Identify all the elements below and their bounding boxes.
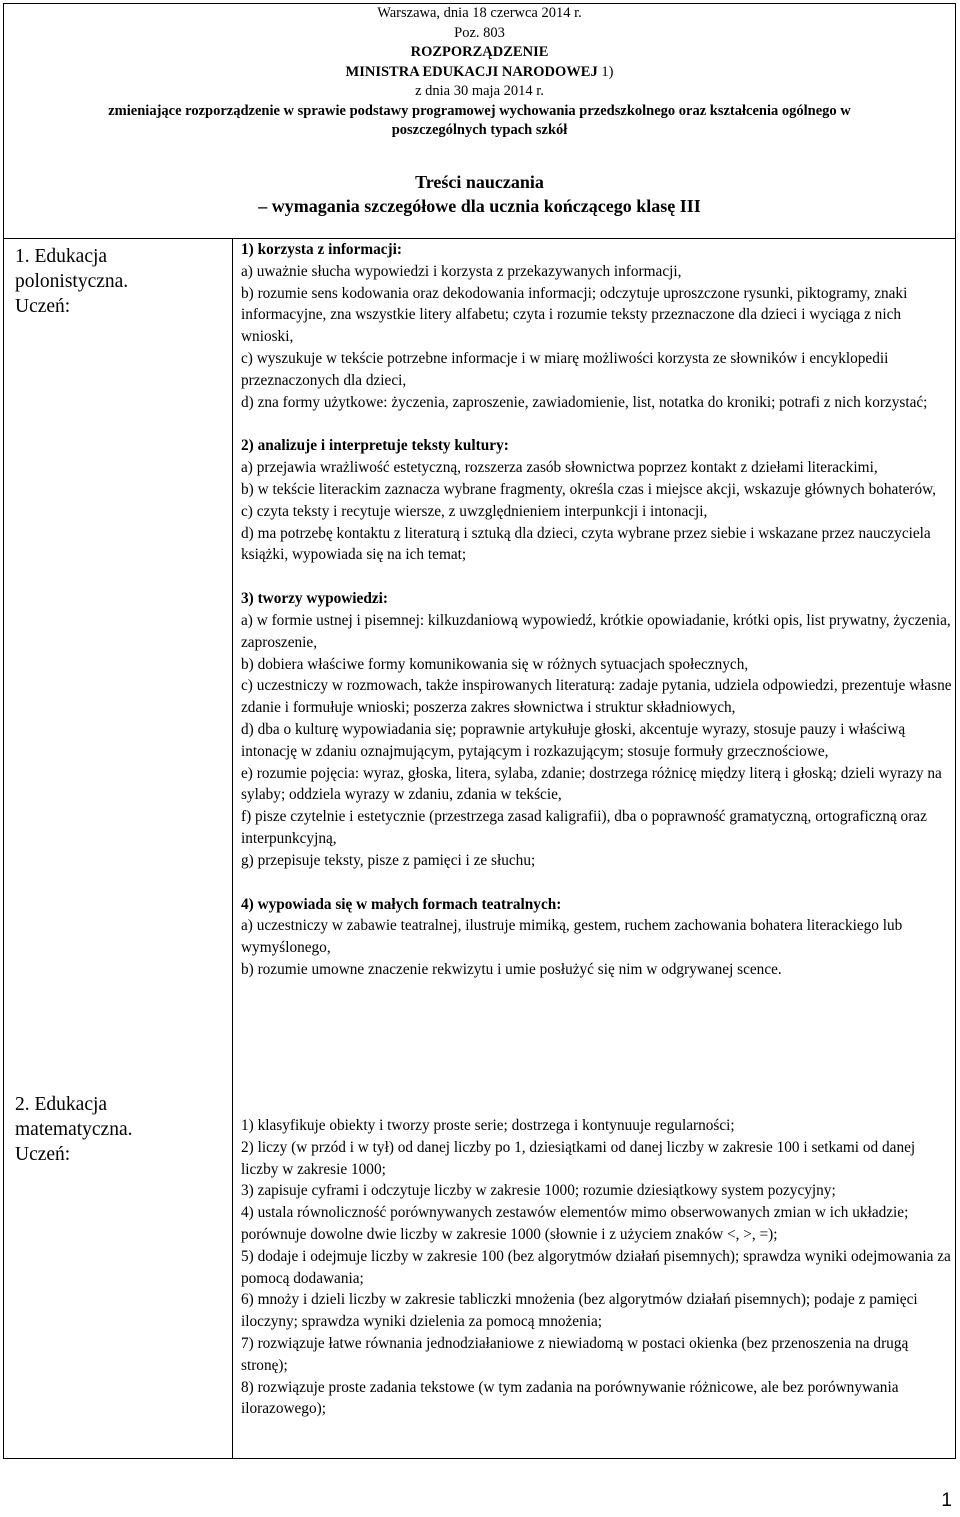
- list-item: c) czyta teksty i recytuje wiersze, z uwzględnieniem interpunkcji i intonacji,: [241, 502, 708, 520]
- list-item: a) przejawia wrażliwość estetyczną, rozszerza zasób słownictwa poprzez kontakt z dziełami literackimi,: [241, 459, 878, 477]
- ministry-name: MINISTRA EDUKACJI NARODOWEJ: [345, 63, 598, 80]
- section-title: [4, 170, 955, 218]
- list-item: 2) liczy (w przód i w tył) od danej liczby po 1, dziesiątkami od danej liczby w zakresie 100 i setkami od danej liczby w zakresie 1000;: [241, 1138, 916, 1178]
- list-item: g) przepisuje teksty, pisze z pamięci i ze słuchu;: [241, 851, 536, 869]
- label-line: Uczeń:: [15, 1144, 71, 1165]
- requirement-block: [241, 894, 953, 981]
- polish-education-content: [241, 239, 953, 1003]
- list-item: a) w formie ustnej i pisemnej: kilkuzdaniową wypowiedź, krótkie opowiadanie, krótki opis, list prywatny, życzenia, zaproszenie,: [241, 611, 951, 651]
- list-item: b) w tekście literackim zaznacza wybrane fragmenty, określa czas i miejsce akcji, wskazuje głównych bohaterów,: [241, 480, 936, 498]
- list-item: 1) klasyfikuje obiekty i tworzy proste serie; dostrzega i kontynuuje regularności;: [241, 1117, 735, 1134]
- list-item: 5) dodaje i odejmuje liczby w zakresie 100 (bez algorytmów działań pisemnych); sprawdza wyniki odejmowania za pomocą dodawania;: [241, 1247, 951, 1287]
- list-item: d) zna formy użytkowe: życzenia, zaproszenie, zawiadomienie, list, notatka do kroniki; potrafi z nich korzystać;: [241, 393, 928, 411]
- list-item: 3) zapisuje cyframi i odczytuje liczby w zakresie 1000; rozumie dziesiątkowy system pozycyjny;: [241, 1182, 836, 1200]
- ministry-line: [4, 63, 955, 83]
- list-item: b) dobiera właściwe formy komunikowania się w różnych sytuacjach społecznych,: [241, 655, 749, 673]
- label-line: matematyczna.: [15, 1119, 133, 1140]
- position-number: Poz. 803: [454, 24, 505, 41]
- document-type: ROZPORZĄDZENIE: [410, 44, 549, 60]
- list-item: 7) rozwiązuje łatwe równania jednodziałaniowe z niewiadomą w postaci okienka (bez przenoszenia na drugą stronę);: [241, 1334, 909, 1374]
- list-item: b) rozumie umowne znaczenie rekwizytu i umie posłużyć się nim w odgrywanej scence.: [241, 960, 782, 978]
- polish-education-label: [15, 244, 225, 319]
- list-item: f) pisze czytelnie i estetycznie (przestrzega zasad kaligrafii), dba o poprawność gramatyczną, ortograficzną oraz interpunkcyjną,: [241, 808, 927, 847]
- label-line: Uczeń:: [15, 296, 71, 317]
- label-line: 1. Edukacja: [15, 246, 108, 267]
- list-item: d) dba o kulturę wypowiadania się; poprawnie artykułuje głoski, akcentuje wyrazy, stosuje pauzy i właściwą intonację w zdaniu oznajmującym, pytającym i rozkazującym; stosuje formuły grzecznościowe,: [241, 720, 906, 760]
- list-item: e) rozumie pojęcia: wyraz, głoska, litera, sylaba, zdanie; dostrzega różnicę między literą i głoską; dzieli wyrazy na sylaby; oddziela wyrazy w zdaniu, zdania w tekście,: [241, 764, 942, 804]
- label-line: polonistyczna.: [15, 271, 129, 292]
- list-item: c) wyszukuje w tekście potrzebne informacje i w miarę możliwości korzysta ze słowników i encyklopedii przeznaczonych dla dzieci,: [241, 349, 889, 389]
- block-heading: 1) korzysta z informacji:: [241, 241, 402, 258]
- list-item: b) rozumie sens kodowania oraz dekodowania informacji; odczytuje uproszczone rysunki, piktogramy, znaki informacyjne, zna wszystkie litery alfabetu; czyta i rozumie teksty przeznaczone dla dzieci i wyciąga z nich wnioski,: [241, 284, 908, 346]
- subject-line-2: poszczególnych typach szkół: [391, 122, 568, 138]
- column-divider: [232, 239, 233, 1458]
- block-heading: 4) wypowiada się w małych formach teatralnych:: [241, 895, 562, 913]
- label-line: 2. Edukacja: [15, 1094, 108, 1115]
- math-education-content: [241, 1115, 953, 1420]
- section-title-line-1: Treści nauczania: [415, 172, 544, 192]
- date-line: Warszawa, dnia 18 czerwca 2014 r.: [377, 5, 582, 21]
- list-item: 4) ustala równoliczność porównywanych zestawów elementów mimo obserwowanych zmian w ich układzie; porównuje dowolne dwie liczby w zakresie 1000 (słownie i z użyciem znaków <, >, =);: [241, 1204, 909, 1243]
- list-item: c) uczestniczy w rozmowach, także inspirowanych literaturą: zadaje pytania, udziela odpowiedzi, prezentuje własne zdanie i formułuje wnioski; poszerza zakres słownictwa i struktur składniowych,: [241, 677, 952, 717]
- list-item: d) ma potrzebę kontaktu z literaturą i sztuką dla dzieci, czyta wybrane przez siebie i wskazane przez nauczyciela książki, wypowiada się na ich temat;: [241, 524, 931, 564]
- list-item: a) uczestniczy w zabawie teatralnej, ilustruje mimiką, gestem, ruchem zachowania bohatera literackiego lub wymyślonego,: [241, 917, 903, 957]
- block-heading: 2) analizuje i interpretuje teksty kultury:: [241, 437, 509, 455]
- page-number: 1: [941, 1490, 952, 1511]
- document-table: [3, 3, 956, 1459]
- list-item: 6) mnoży i dzieli liczby w zakresie tabliczki mnożenia (bez algorytmów działań pisemnych); podaje z pamięci iloczyny; sprawdza wyniki dzielenia za pomocą mnożenia;: [241, 1291, 918, 1331]
- requirement-block: [241, 435, 953, 566]
- ministry-footnote-ref: 1): [601, 63, 614, 80]
- list-item: 8) rozwiązuje proste zadania tekstowe (w tym zadania na porównywanie różnicowe, ale bez porównywania ilorazowego);: [241, 1378, 899, 1418]
- list-item: a) uważnie słucha wypowiedzi i korzysta z przekazywanych informacji,: [241, 262, 682, 280]
- subject-line-1: zmieniające rozporządzenie w sprawie podstawy programowej wychowania przedszkolnego oraz kształcenia ogólnego w: [108, 102, 851, 119]
- section-title-line-2: – wymagania szczegółowe dla ucznia kończącego klasę III: [258, 196, 701, 216]
- block-heading: 3) tworzy wypowiedzi:: [241, 590, 388, 608]
- math-education-label: [15, 1092, 225, 1167]
- issue-date: z dnia 30 maja 2014 r.: [415, 83, 544, 99]
- requirement-block: [241, 239, 953, 413]
- requirement-block: [241, 588, 953, 871]
